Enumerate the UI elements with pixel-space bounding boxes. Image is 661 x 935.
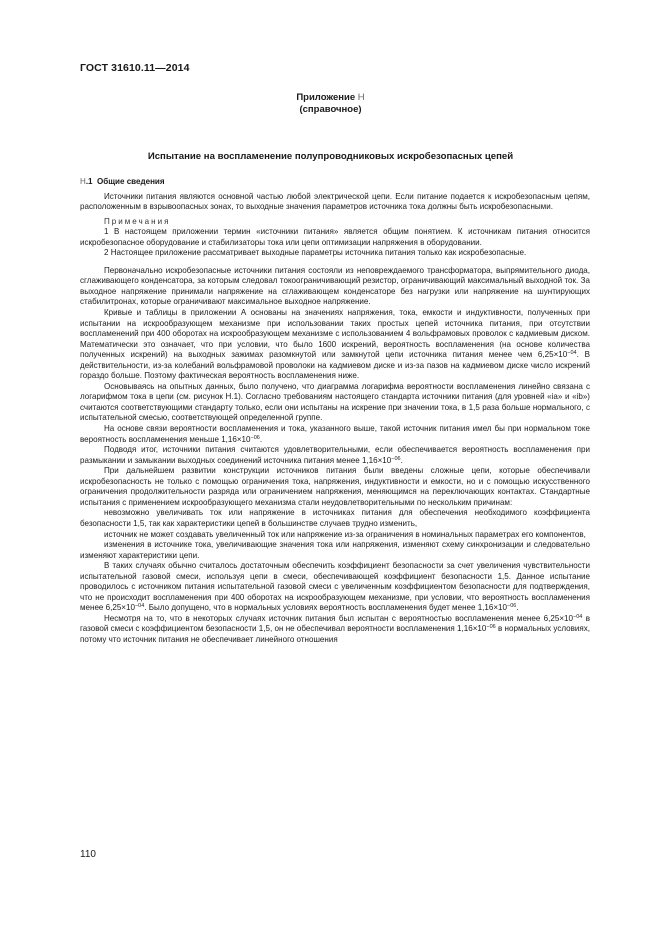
text-run: . [516,603,519,613]
appendix-heading [0,92,661,116]
paragraph: Основываясь на опытных данных, было получено, что диаграмма логарифма вероятности воспламенения линейно связана с логарифмом тока в цепи (см. рисунок Н.1). Согласно требованиям настоящего стандарта источники питания (для уровней «ia» и «ib») считаются соответствующими стандарту только, если они испытаны на искрение при значении тока, в 1,5 раза больше нормального, с испытательной смесью, соответствующей определенной группе. [80,381,590,423]
text-run: . Было допущено, что в нормальных условиях вероятность воспламенения будет менее 1,16×10 [144,603,508,613]
text-run: В таких случаях обычно считалось достаточным обеспечить коэффициент безопасности за счет увеличения чувствительности испытательной газовой смеси, используя цепи в смеси, обеспечивающей коэффициент безопасности 1,5. Данное испытание проводилось с источником питания испытательной газовой смеси с увеличенным коэффициентом безопасности для подтверждения, что не происходит воспламенения при 400 оборотах на искрообразующем механизме, при условии, что вероятность воспламенения менее 6,25×10 [80,561,590,613]
note-2: 2 Настоящее приложение рассматривает выходные параметры источника питания только как искробезопасные. [104,248,527,258]
exponent: −06 [391,455,401,462]
appendix-letter: Н [357,92,365,103]
paragraph [80,445,590,466]
paragraph [80,561,590,614]
document-header: ГОСТ 31610.11—2014 [80,62,190,74]
text-run: На основе связи вероятности воспламенения и тока, указанного выше, такой источник питания имел бы при нормальном токе вероятность воспламенения меньше 1,16×10 [80,424,590,444]
note-1: 1 В настоящем приложении термин «источники питания» является общим понятием. К источникам питания относится искробезопасное оборудование и стабилизаторы тока или цепи оптимизации напряжения в оборудовании. [80,227,590,247]
text-run: . [259,434,263,444]
paragraph: Первоначально искробезопасные источники питания состояли из неповреждаемого трансформатора, выпрямительного диода, сглаживающего конденсатора, за которым следовал токоограничивающий резистор, ограничивающий максимальный выходной ток. За выходное напряжение принимали напряжение на сглаживающем конденсаторе без нагрузки или напряжение на шунтирующих стабилитронах, которые ограничивают максимальное выходное напряжение. [80,265,590,307]
appendix-label-line [0,92,661,104]
exponent: −06 [507,603,517,610]
exponent: −04 [567,350,577,357]
exponent: −06 [486,624,496,631]
appendix-title: Испытание на воспламенение полупроводниковых искробезопасных цепей [147,151,514,162]
paragraph: При дальнейшем развитии конструкции источников питания были введены сложные цепи, которые обеспечивали искробезопасность не только с помощью ограничения тока, напряжения, индуктивности и емкости, но и с помощью искусственного ограничения продолжительности разряда или ограничением напряжения, меняющимся на переключающих контактах. Стандартные испытания с применением искрообразующего механизма стали неудовлетворительными по нескольким причинам: [80,466,590,507]
text-run: . В действительности, из-за колебаний вольфрамовой проволоки на кадмиевом диске и из-за пазов на кадмиевом диске число искрений гораздо больше. Поэтому фактическая вероятность воспламенения ниже. [80,350,590,381]
text-run: в нормальных условиях, потому что источник питания не обеспечивает линейного отношения [80,624,590,644]
text-run: Подводя итог, источники питания считаются удовлетворительными, если обеспечивается вероятность воспламенения при размыкании и замыкании выходных соединений источника питания менее 1,16×10 [80,445,590,465]
exponent: −04 [134,603,145,610]
text-run: Кривые и таблицы в приложении А основаны на значениях напряжения, тока, емкости и индуктивности, полученных при испытании на искрообразующем механизме при использовании таких простых цепей источника питания, при отсутствии воспламенений при 400 оборотах на искрообразующем механизме с использованием 4 вольфрамовых проволок с кадмиевым диском. Математически это означает, что при условии, что было 1600 искрений, вероятность воспламенения (на основе количества полученных искрений) на выходных зажимах разомкнутой или замкнутой цепи источника питания менее чем 6,25×10 [80,308,590,360]
text-run: в газовой смеси с коэффициентом безопасности 1,5, он не обеспечивал вероятности воспламенения 1,16×10 [80,613,590,634]
section-number: .1 [85,177,93,186]
list-item: источник не может создавать увеличенный ток или напряжение из-за ограничения в номинальных параметрах его компонентов, [104,529,586,539]
paragraph [80,614,590,646]
body-text [80,177,590,646]
paragraph [80,308,590,382]
page-number: 110 [80,849,96,860]
notes-heading: Примечания [104,216,171,226]
text-run: . [400,455,403,465]
paragraph [80,424,590,445]
list-item: невозможно увеличивать ток или напряжение в источниках питания для обеспечения необходимого коэффициента безопасности 1,5, так как характеристики цепей в большинстве случаев трудно изменить, [80,508,590,528]
text-run: Несмотря на то, что в некоторых случаях источник питания был испытан с вероятностью воспламенения менее 6,25×10 [104,613,573,623]
exponent: −04 [573,613,583,620]
section-title: Общие сведения [97,177,165,186]
appendix-label: Приложение [296,92,356,103]
section-heading [80,177,590,188]
paragraph: Источники питания являются основной частью любой электрической цепи. Если питание подается к искробезопасным цепям, расположенным в взрывоопасных зонах, то выходные значения параметров источника тока должны быть искробезопасными. [80,191,590,212]
exponent: −06 [250,434,260,441]
list-item: изменения в источнике тока, увеличивающие значения тока или напряжения, изменяют схему синхронизации и следовательно изменяют характеристики цепи. [80,540,590,560]
appendix-subtitle: (справочное) [299,104,362,115]
section-letter: Н [80,177,86,186]
